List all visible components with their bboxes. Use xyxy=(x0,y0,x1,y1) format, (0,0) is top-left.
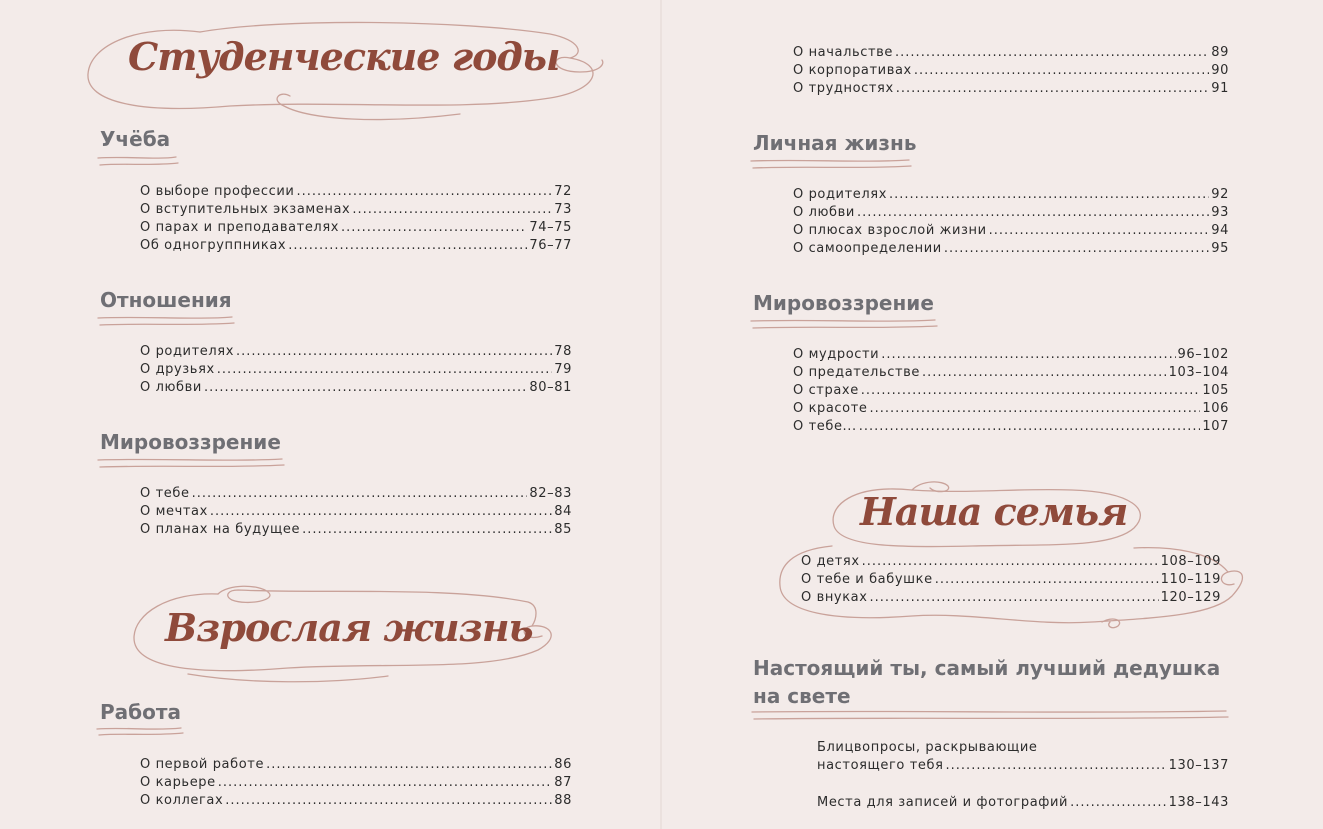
toc-row-worldview-left-2[interactable] xyxy=(140,522,572,538)
dot-leader xyxy=(236,344,552,360)
toc-row-page: 92 xyxy=(1211,187,1229,202)
dot-leader xyxy=(862,554,1159,570)
toc-row-text: О родителях xyxy=(793,187,888,202)
toc-row-text: О начальстве xyxy=(793,45,894,60)
dot-leader xyxy=(217,362,552,378)
heading-underline-worldview-right xyxy=(749,317,944,333)
title-adult-life: Взрослая жизнь xyxy=(165,605,533,650)
toc-row-page: 120–129 xyxy=(1160,590,1221,605)
toc-row-text: Места для записей и фотографий xyxy=(817,795,1069,810)
toc-row-text: О тебе xyxy=(140,486,190,501)
heading-underline-personal xyxy=(749,157,919,173)
toc-row-work-2[interactable] xyxy=(140,793,572,809)
toc-row-text: О страхе xyxy=(793,383,859,398)
dot-leader xyxy=(204,380,527,396)
dot-leader xyxy=(1070,795,1167,811)
dot-leader xyxy=(889,187,1209,203)
toc-row-text: О красоте xyxy=(793,401,868,416)
toc-row-work-0[interactable] xyxy=(140,757,572,773)
toc-row-work-cont-0[interactable] xyxy=(793,45,1229,61)
toc-row-blitz[interactable] xyxy=(817,758,1229,774)
toc-row-work-1[interactable] xyxy=(140,775,572,791)
toc-row-relations-2[interactable] xyxy=(140,380,572,396)
toc-row-text: О парах и преподавателях xyxy=(140,220,340,235)
toc-row-text: О самоопределении xyxy=(793,241,942,256)
toc-row-worldview-right-4[interactable] xyxy=(793,419,1229,435)
toc-row-text: настоящего тебя xyxy=(817,758,944,773)
toc-row-text: О тебе... xyxy=(793,419,857,434)
dot-leader xyxy=(218,775,553,791)
toc-row-page: 74–75 xyxy=(529,220,572,235)
toc-row-personal-1[interactable] xyxy=(793,205,1229,221)
right-page xyxy=(662,0,1323,829)
title-student-years: Студенческие годы xyxy=(128,34,560,79)
toc-row-study-2[interactable] xyxy=(140,220,572,236)
blitz-line1: Блицвопросы, раскрывающие xyxy=(817,740,1038,755)
heading-worldview-left: Мировоззрение xyxy=(100,430,281,454)
toc-row-text: О друзьях xyxy=(140,362,215,377)
title-our-family: Наша семья xyxy=(860,489,1128,534)
dot-leader xyxy=(341,220,527,236)
toc-row-page: 130–137 xyxy=(1168,758,1229,773)
toc-row-page: 85 xyxy=(554,522,572,537)
dot-leader xyxy=(225,793,552,809)
heading-work: Работа xyxy=(100,700,181,724)
heading-personal-life: Личная жизнь xyxy=(753,131,917,155)
toc-row-page: 105 xyxy=(1202,383,1229,398)
dot-leader xyxy=(946,758,1167,774)
toc-row-text: О тебе и бабушке xyxy=(801,572,933,587)
toc-row-page: 76–77 xyxy=(529,238,572,253)
toc-row-worldview-right-2[interactable] xyxy=(793,383,1229,399)
toc-row-page: 88 xyxy=(554,793,572,808)
toc-row-text: О планах на будущее xyxy=(140,522,301,537)
toc-row-study-0[interactable] xyxy=(140,184,572,200)
heading-present-line2: на свете xyxy=(753,684,851,708)
toc-row-text: О мечтах xyxy=(140,504,208,519)
toc-row-worldview-right-1[interactable] xyxy=(793,365,1229,381)
toc-row-family-0[interactable] xyxy=(801,554,1221,570)
toc-row-text: О мудрости xyxy=(793,347,880,362)
dot-leader xyxy=(881,347,1175,363)
dot-leader xyxy=(296,184,552,200)
toc-row-text: О предательстве xyxy=(793,365,920,380)
toc-row-page: 90 xyxy=(1211,63,1229,78)
toc-row-relations-0[interactable] xyxy=(140,344,572,360)
toc-row-page: 95 xyxy=(1211,241,1229,256)
toc-row-worldview-left-1[interactable] xyxy=(140,504,572,520)
toc-row-work-cont-1[interactable] xyxy=(793,63,1229,79)
toc-row-text: О карьере xyxy=(140,775,216,790)
toc-row-personal-3[interactable] xyxy=(793,241,1229,257)
toc-row-family-2[interactable] xyxy=(801,590,1221,606)
toc-row-text: О внуках xyxy=(801,590,868,605)
toc-row-text: О корпоративах xyxy=(793,63,912,78)
heading-underline-study xyxy=(96,154,186,170)
toc-row-family-1[interactable] xyxy=(801,572,1221,588)
heading-underline-relations xyxy=(96,314,241,330)
toc-row-text: О трудностях xyxy=(793,81,894,96)
dot-leader xyxy=(861,383,1201,399)
toc-row-page: 91 xyxy=(1211,81,1229,96)
left-page xyxy=(0,0,661,829)
heading-present-line1: Настоящий ты, самый лучший дедушка xyxy=(753,656,1221,680)
toc-row-page: 107 xyxy=(1202,419,1229,434)
toc-row-worldview-left-0[interactable] xyxy=(140,486,572,502)
toc-row-page: 84 xyxy=(554,504,572,519)
heading-underline-work xyxy=(95,725,190,741)
heading-underline-present xyxy=(750,708,1232,724)
toc-row-page: 89 xyxy=(1211,45,1229,60)
toc-row-study-1[interactable] xyxy=(140,202,572,218)
toc-row-page: 138–143 xyxy=(1168,795,1229,810)
heading-worldview-right: Мировоззрение xyxy=(753,291,934,315)
dot-leader xyxy=(922,365,1167,381)
toc-row-text: О любви xyxy=(140,380,202,395)
toc-row-page: 86 xyxy=(554,757,572,772)
toc-row-page: 78 xyxy=(554,344,572,359)
toc-row-page: 73 xyxy=(554,202,572,217)
toc-row-work-cont-2[interactable] xyxy=(793,81,1229,97)
toc-row-text: Об одногруппниках xyxy=(140,238,287,253)
dot-leader xyxy=(895,45,1209,61)
dot-leader xyxy=(914,63,1209,79)
toc-row-text: О коллегах xyxy=(140,793,224,808)
toc-row-study-3[interactable] xyxy=(140,238,572,254)
dot-leader xyxy=(870,401,1201,417)
toc-row-page: 79 xyxy=(554,362,572,377)
toc-row-page: 110–119 xyxy=(1160,572,1221,587)
toc-row-text: О вступительных экзаменах xyxy=(140,202,351,217)
toc-row-page: 106 xyxy=(1202,401,1229,416)
toc-row-page: 93 xyxy=(1211,205,1229,220)
toc-row-text: О любви xyxy=(793,205,855,220)
dot-leader xyxy=(896,81,1209,97)
dot-leader xyxy=(859,419,1201,435)
dot-leader xyxy=(352,202,552,218)
toc-row-text: О родителях xyxy=(140,344,235,359)
toc-row-page: 82–83 xyxy=(529,486,572,501)
toc-row-personal-0[interactable] xyxy=(793,187,1229,203)
dot-leader xyxy=(302,522,552,538)
toc-row-personal-2[interactable] xyxy=(793,223,1229,239)
toc-row-page: 96–102 xyxy=(1177,347,1229,362)
heading-relations: Отношения xyxy=(100,288,232,312)
dot-leader xyxy=(989,223,1210,239)
toc-row-text: О детях xyxy=(801,554,860,569)
toc-row-notes[interactable] xyxy=(817,795,1229,811)
toc-row-text: О первой работе xyxy=(140,757,265,772)
toc-row-page: 72 xyxy=(554,184,572,199)
heading-underline-worldview-left xyxy=(96,456,291,472)
toc-row-relations-1[interactable] xyxy=(140,362,572,378)
dot-leader xyxy=(944,241,1209,257)
toc-row-worldview-right-3[interactable] xyxy=(793,401,1229,417)
dot-leader xyxy=(870,590,1159,606)
dot-leader xyxy=(266,757,552,773)
toc-row-page: 103–104 xyxy=(1168,365,1229,380)
dot-leader xyxy=(192,486,528,502)
heading-study: Учёба xyxy=(100,127,171,151)
toc-row-worldview-right-0[interactable] xyxy=(793,347,1229,363)
dot-leader xyxy=(935,572,1159,588)
toc-row-page: 108–109 xyxy=(1160,554,1221,569)
toc-row-page: 87 xyxy=(554,775,572,790)
dot-leader xyxy=(857,205,1209,221)
toc-row-text: О выборе профессии xyxy=(140,184,295,199)
toc-row-page: 94 xyxy=(1211,223,1229,238)
toc-row-page: 80–81 xyxy=(529,380,572,395)
toc-row-text: О плюсах взрослой жизни xyxy=(793,223,987,238)
dot-leader xyxy=(210,504,552,520)
dot-leader xyxy=(288,238,527,254)
